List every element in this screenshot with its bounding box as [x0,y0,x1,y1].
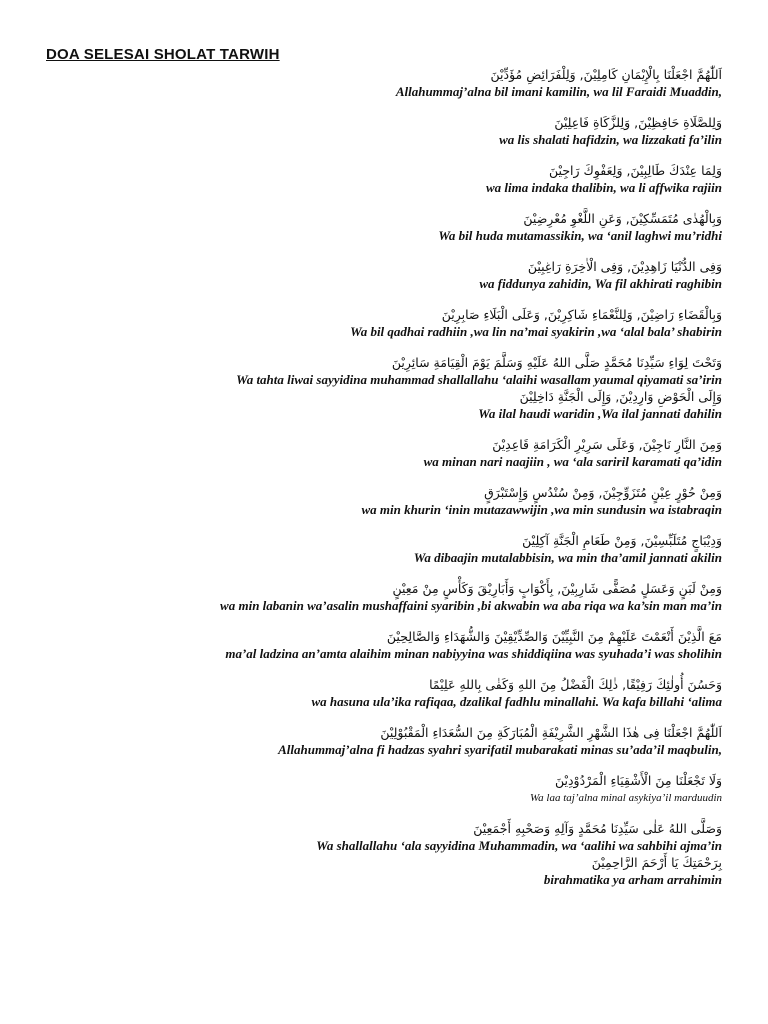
latin-transliteration-line: Wa dibaajin mutalabbisin, wa min tha’amil jannati akilin [413,550,722,565]
latin-transliteration-line: birahmatika ya arham arrahimin [543,872,722,887]
verse-spacer [32,196,722,210]
verse-spacer [32,614,722,628]
verse-spacer [32,422,722,436]
latin-transliteration-line: wa hasuna ula’ika rafiqaa, dzalikal fadhlu minallahi. Wa kafa billahi ‘alima [311,694,722,709]
verse-spacer [32,758,722,772]
verse-block [32,724,722,758]
arabic-line: وَلِلصَّلَاةِ حَافِظِيْنَ, وَلِلزَّكَاةِ فَاعِلِيْنَ [554,115,722,130]
latin-transliteration-line: Allahummaj’alna fi hadzas syahri syarifatil mubarakati minas su’ada’il maqbulin, [278,742,722,757]
verse-spacer [32,710,722,724]
verse-block [32,114,722,148]
verse-block [32,162,722,196]
verse-block [32,628,722,662]
arabic-line: وَمِنْ لَبَنٍ وَعَسَلٍ مُصَفًّى شَارِبِيْنَ, بِأَكْوَابٍ وَأَبَارِيْقَ وَكَأْسٍ مِنْ مَعِيْنٍ [392,581,722,596]
verse-block [32,676,722,710]
latin-transliteration-line: wa lis shalati hafidzin, wa lizzakati fa’ilin [499,132,722,147]
verse-block [32,532,722,566]
verse-spacer [32,340,722,354]
verse-block [32,820,722,854]
arabic-line: وَمِنَ النَّارِ نَاجِيْنَ, وَعَلَى سَرِيْرِ الْكَرَامَةِ قَاعِدِيْنَ [492,437,722,452]
arabic-line: وَصَلَّى اللهُ عَلٰى سَيِّدِنَا مُحَمَّدٍ وَآلِهِ وَصَحْبِهِ أَجْمَعِيْنَ [473,821,722,836]
verse-spacer [32,470,722,484]
arabic-line: وَبِالْهُدٰى مُتَمَسِّكِيْنَ, وَعَنِ اللَّغْوِ مُعْرِضِيْنَ [523,211,722,226]
latin-transliteration-line: Wa laa taj’alna minal asykiya’il marduudin [530,792,722,804]
arabic-line: اَللّٰهُمَّ اجْعَلْنَا بِالْإِيْمَانِ كَامِلِيْنَ, وَلِلْفَرَائِضِ مُؤَدِّيْنَ [490,67,722,82]
latin-transliteration-line: wa minan nari naajiin , wa ‘ala sariril karamati qa’idin [423,454,722,469]
verse-spacer [32,244,722,258]
verse-block [32,772,722,806]
verse-spacer [32,518,722,532]
latin-transliteration-line: Wa ilal haudi waridin ,Wa ilal jannati dahilin [478,406,722,421]
arabic-line: وَإِلَى الْحَوْضِ وَارِدِيْنَ, وَإِلَى الْجَنَّةِ دَاخِلِيْنَ [519,389,722,404]
verse-block [32,354,722,388]
arabic-line: اَللّٰهُمَّ اجْعَلْنَا فِى هٰذَا الشَّهْرِ الشَّرِيْفَةِ الْمُبَارَكَةِ مِنَ السُّعَدَاءِ الْمَقْبُوْلِيْنَ [380,725,722,740]
latin-transliteration-line: wa fiddunya zahidin, Wa fil akhirati raghibin [479,276,722,291]
arabic-line: مَعَ الَّذِيْنَ أَنْعَمْتَ عَلَيْهِمْ مِنَ النَّبِيِّيْنَ وَالصِّدِّيْقِيْنَ وَالشُّهَدَاءِ وَالصَّالِحِيْنَ [386,629,722,644]
verse-spacer [32,148,722,162]
prayer-text [32,66,722,888]
verse-spacer [32,806,722,820]
verse-spacer [32,566,722,580]
arabic-line: وَدِيْبَاجٍ مُتَلَبِّسِيْنَ, وَمِنْ طَعَامِ الْجَنَّةِ آكِلِيْنَ [522,533,722,548]
arabic-line: وَحَسُنَ أُولٰئِكَ رَفِيْقًا, ذٰلِكَ الْفَضْلُ مِنَ اللهِ وَكَفٰى بِاللهِ عَلِيْمًا [429,677,722,692]
arabic-line: وَلَا تَجْعَلْنَا مِنَ الْأَشْقِيَاءِ الْمَرْدُوْدِيْنَ [555,773,722,788]
verse-block [32,306,722,340]
latin-transliteration-line: ma’al ladzina an’amta alaihim minan nabiyyina was shiddiqiina was syuhada’i was sholihin [225,646,722,661]
arabic-line: وَفِى الدُّنْيَا زَاهِدِيْنَ, وَفِى الْاٰخِرَةِ رَاغِبِيْنَ [527,259,722,274]
arabic-line: وَمِنْ حُوْرٍ عِيْنٍ مُتَزَوِّجِيْنَ, وَمِنْ سُنْدُسٍ وَإِسْتَبْرَقٍ [484,485,722,500]
latin-transliteration-line: Wa bil huda mutamassikin, wa ‘anil laghwi mu’ridhi [438,228,722,243]
latin-transliteration-line: Wa shallallahu ‘ala sayyidina Muhammadin, wa ‘aalihi wa sahbihi ajma’in [316,838,722,853]
verse-block [32,258,722,292]
verse-spacer [32,662,722,676]
latin-transliteration-line: Wa tahta liwai sayyidina muhammad shallallahu ‘alaihi wasallam yaumal qiyamati sa’irin [236,372,722,387]
latin-transliteration-line: wa min khurin ‘inin mutazawwijin ,wa min sundusin wa istabraqin [361,502,722,517]
arabic-line: وَتَحْتَ لِوَاءِ سَيِّدِنَا مُحَمَّدٍ صَلَّى اللهُ عَلَيْهِ وَسَلَّمَ يَوْمَ الْقِيَامَةِ سَائِرِيْنَ [391,355,722,370]
arabic-line: وَبِالْقَضَاءِ رَاضِيْنَ, وَلِلنَّعْمَاءِ شَاكِرِيْنَ, وَعَلَى الْبَلَاءِ صَابِرِيْنَ [441,307,722,322]
latin-transliteration-line: Allahummaj’alna bil imani kamilin, wa lil Faraidi Muaddin, [395,84,722,99]
verse-block [32,484,722,518]
arabic-line: بِرَحْمَتِكَ يَا أَرْحَمَ الرَّاحِمِيْنَ [591,855,722,870]
latin-transliteration-line: Wa bil qadhai radhiin ,wa lin na’mai syakirin ,wa ‘alal bala’ shabirin [350,324,722,339]
verse-block [32,580,722,614]
verse-spacer [32,100,722,114]
verse-spacer [32,292,722,306]
verse-block [32,210,722,244]
latin-transliteration-line: wa min labanin wa’asalin mushaffaini syaribin ,bi akwabin wa aba riqa wa ka’sin man ma’in [220,598,722,613]
verse-block [32,388,722,422]
verse-block [32,436,722,470]
verse-block [32,854,722,888]
verse-block [32,66,722,100]
latin-transliteration-line: wa lima indaka thalibin, wa li affwika rajiin [486,180,722,195]
arabic-line: وَلِمَا عِنْدَكَ طَالِبِيْنَ, وَلِعَفْوِكَ رَاجِيْنَ [549,163,722,178]
page-title: DOA SELESAI SHOLAT TARWIH [46,46,280,63]
